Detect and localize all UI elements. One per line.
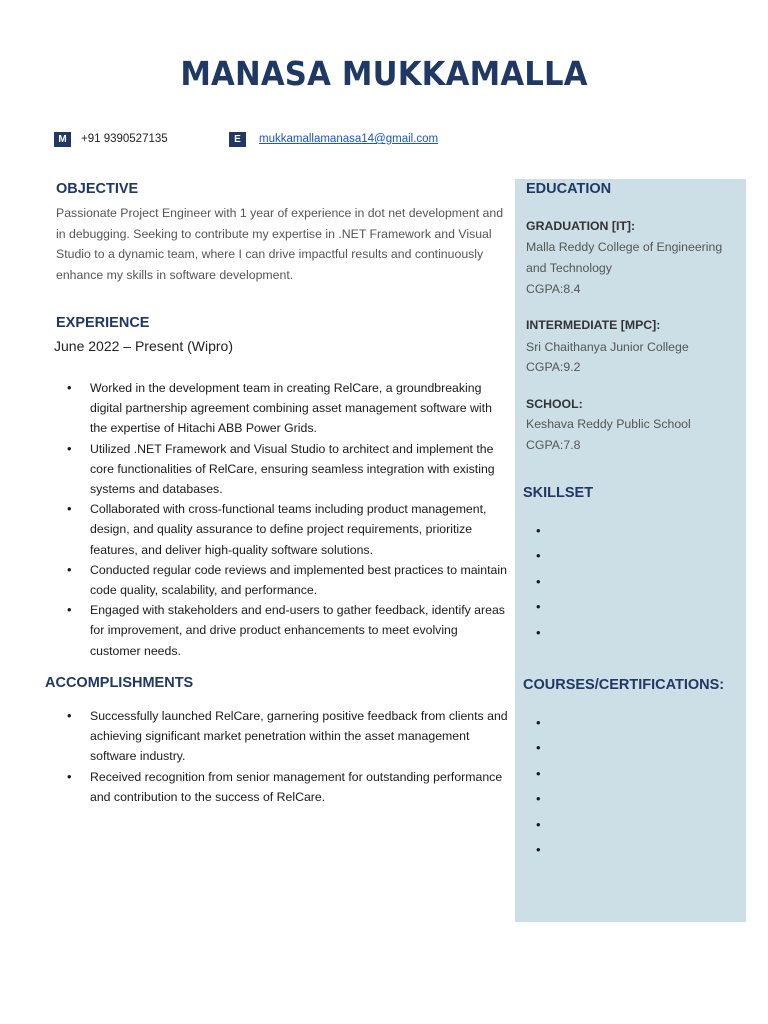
skillset-bullet: • [536, 625, 541, 640]
education-title: EDUCATION [526, 181, 612, 197]
accomplishments-title: ACCOMPLISHMENTS [45, 675, 194, 691]
school-name: Keshava Reddy Public School [526, 417, 691, 431]
experience-title: EXPERIENCE [56, 315, 150, 331]
course-bullet: • [536, 842, 541, 857]
skillset-bullet: • [536, 574, 541, 589]
email-badge: E [229, 132, 246, 147]
skillset-bullet: • [536, 548, 541, 563]
phone-number: +91 9390527135 [81, 133, 168, 145]
intermediate-school: Sri Chaithanya Junior College [526, 340, 689, 354]
list-item: • Collaborated with cross-functional teams including product management, design, and quality assurance to define project requirements, prioritize features, and deliver high-quality software solutions. [90, 499, 510, 560]
course-bullet: • [536, 766, 541, 781]
list-item: • Utilized .NET Framework and Visual Studio to architect and implement the core functionalities of RelCare, ensuring seamless integration with existing systems and databases. [90, 439, 510, 500]
course-bullet: • [536, 791, 541, 806]
objective-title: OBJECTIVE [56, 181, 139, 197]
email-link[interactable]: mukkamallamanasa14@gmail.com [259, 133, 439, 145]
accomplishments-list [90, 706, 510, 807]
phone-badge: M [54, 132, 71, 147]
course-bullet: • [536, 817, 541, 832]
skillset-bullet: • [536, 599, 541, 614]
objective-text: Passionate Project Engineer with 1 year of experience in dot net development and in debugging. Seeking to contribute my expertise in .NET Framework and Visual Studio to a dynamic team, where I can drive impactful results and continuously enhance my skills in software development. [56, 206, 504, 282]
graduation-cgpa: CGPA:8.4 [526, 282, 581, 296]
intermediate-heading: INTERMEDIATE [MPC]: [526, 318, 661, 332]
list-item: • Conducted regular code reviews and implemented best practices to maintain code quality, scalability, and performance. [90, 560, 510, 600]
list-item: • Successfully launched RelCare, garnering positive feedback from clients and achieving significant market penetration within the asset management software industry. [90, 706, 510, 767]
experience-role: June 2022 – Present (Wipro) [54, 338, 233, 354]
graduation-heading: GRADUATION [IT]: [526, 219, 636, 233]
skillset-bullet: • [536, 523, 541, 538]
list-item: • Received recognition from senior management for outstanding performance and contribution to the success of RelCare. [90, 767, 510, 807]
candidate-name: MANASA MUKKAMALLA [180, 54, 588, 93]
intermediate-cgpa: CGPA:9.2 [526, 360, 581, 374]
school-heading: SCHOOL: [526, 397, 583, 411]
experience-list [90, 378, 510, 661]
course-bullet: • [536, 715, 541, 730]
course-bullet: • [536, 740, 541, 755]
skillset-title: SKILLSET [523, 485, 594, 501]
graduation-school: Malla Reddy College of Engineering and Technology [526, 240, 723, 275]
school-cgpa: CGPA:7.8 [526, 438, 581, 452]
courses-title: COURSES/CERTIFICATIONS: [523, 677, 725, 693]
list-item: • Worked in the development team in creating RelCare, a groundbreaking digital partnership agreement combining asset management software with the expertise of Hitachi ABB Power Grids. [90, 378, 510, 439]
list-item: • Engaged with stakeholders and end-users to gather feedback, identify areas for improvement, and drive product enhancements to meet evolving customer needs. [90, 600, 510, 661]
